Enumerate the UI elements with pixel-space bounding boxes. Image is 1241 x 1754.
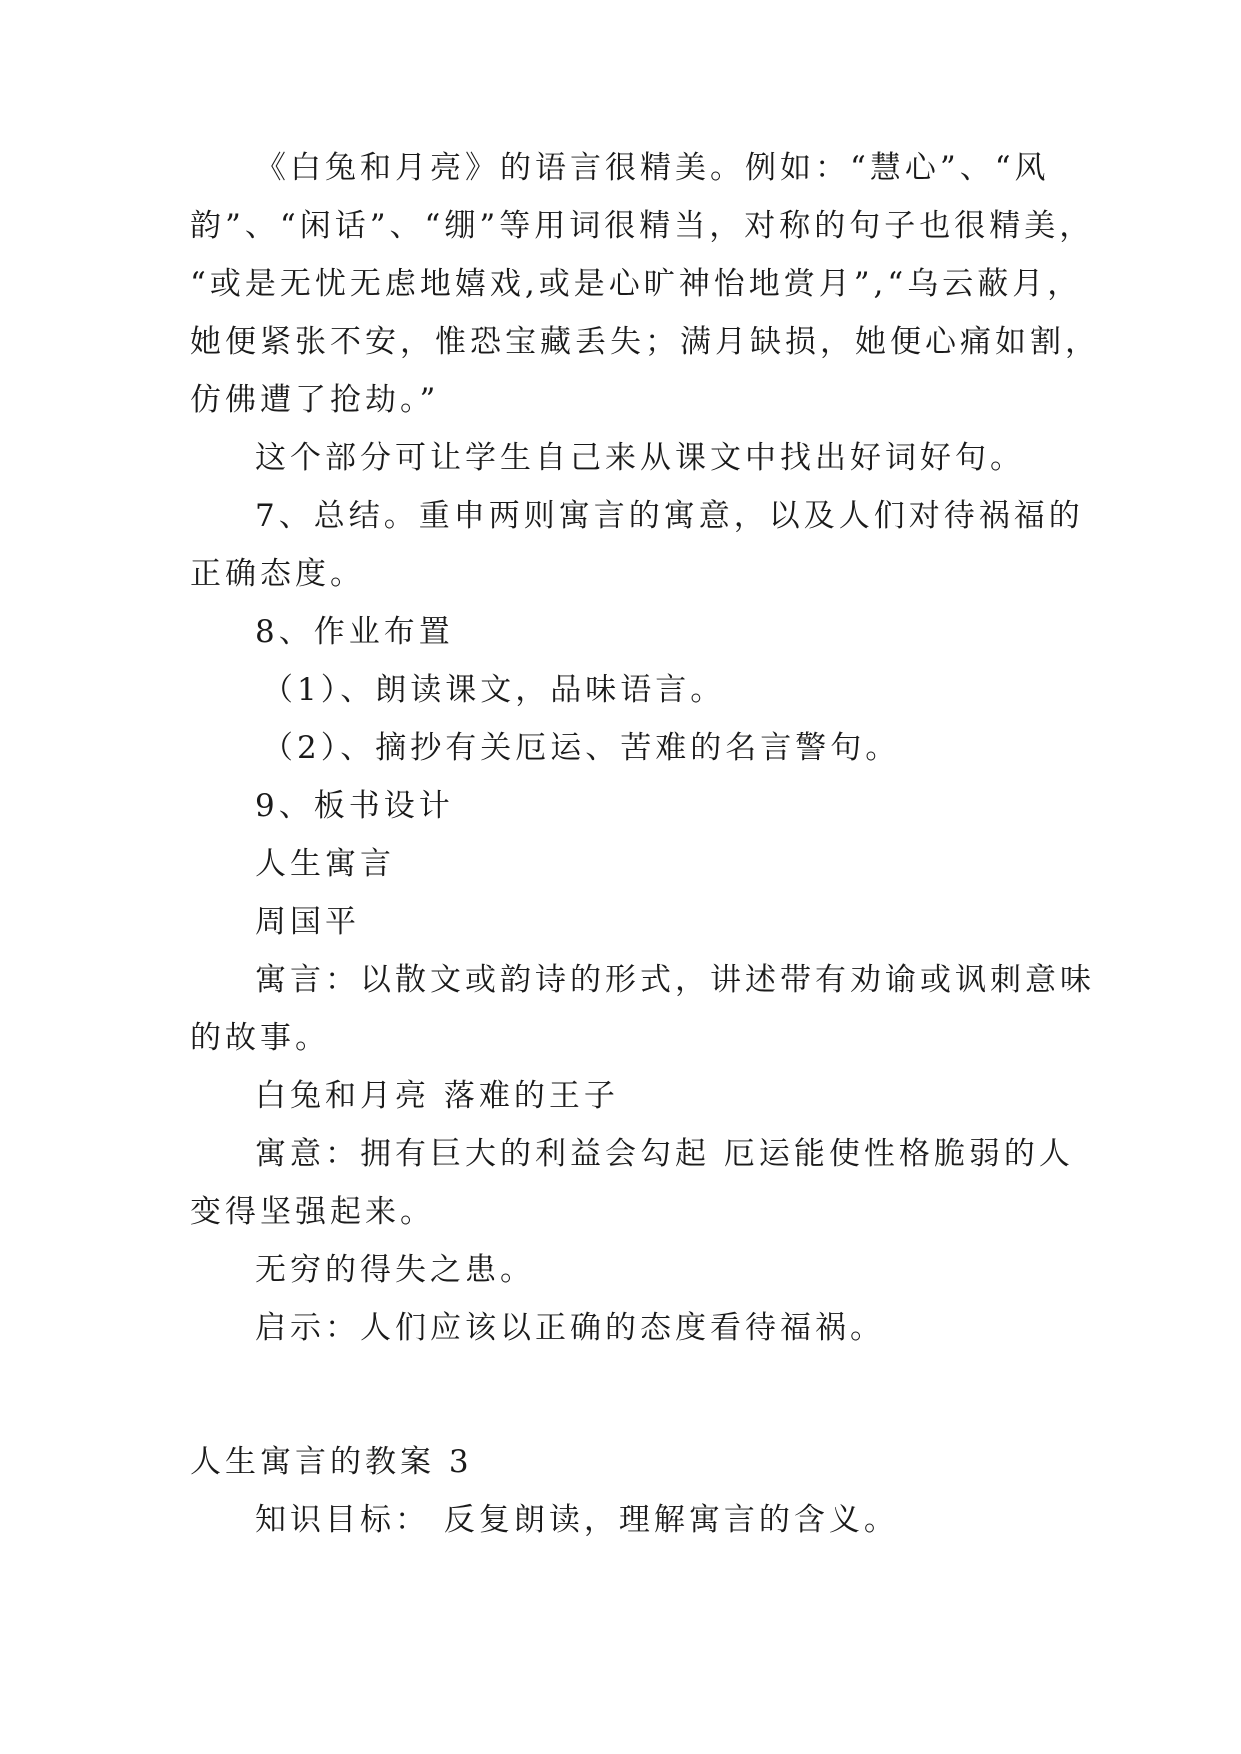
paragraph-line: 的故事。 (190, 1020, 330, 1056)
paragraph-line: 《白兔和月亮》的语言很精美。例如：“慧心”、“风 (255, 150, 1050, 186)
paragraph-line: 正确态度。 (190, 556, 365, 592)
paragraph-line: 仿佛遭了抢劫。” (190, 382, 440, 418)
section-heading: 人生寓言的教案 3 (190, 1444, 473, 1480)
paragraph-line: 7、总结。重申两则寓言的寓意，以及人们对待祸福的 (255, 498, 1084, 534)
paragraph-line: 人生寓言 (255, 846, 395, 882)
paragraph-line: “或是无忧无虑地嬉戏,或是心旷神怡地赏月”,“乌云蔽月， (190, 266, 1083, 302)
paragraph-line: 启示：人们应该以正确的态度看待福祸。 (255, 1310, 885, 1346)
paragraph-line: 韵”、“闲话”、“绷”等用词很精当，对称的句子也很精美， (190, 208, 1095, 244)
paragraph-line: （2）、摘抄有关厄运、苦难的名言警句。 (262, 730, 901, 766)
paragraph-line: 无穷的得失之患。 (255, 1252, 535, 1288)
paragraph-line: 变得坚强起来。 (190, 1194, 435, 1230)
paragraph-line: 9、板书设计 (255, 788, 454, 824)
paragraph-line: 这个部分可让学生自己来从课文中找出好词好句。 (255, 440, 1025, 476)
paragraph-line: 白兔和月亮 落难的王子 (255, 1078, 619, 1114)
paragraph-line: 周国平 (255, 904, 360, 940)
paragraph-line: 寓言：以散文或韵诗的形式，讲述带有劝谕或讽刺意味 (255, 962, 1095, 998)
paragraph-line: 8、作业布置 (255, 614, 454, 650)
paragraph-line: （1）、朗读课文，品味语言。 (262, 672, 726, 708)
paragraph-line: 她便紧张不安，惟恐宝藏丢失；满月缺损，她便心痛如割， (190, 324, 1100, 360)
paragraph-line: 知识目标： 反复朗读，理解寓言的含义。 (255, 1502, 899, 1538)
paragraph-line: 寓意：拥有巨大的利益会勾起 厄运能使性格脆弱的人 (255, 1136, 1074, 1172)
